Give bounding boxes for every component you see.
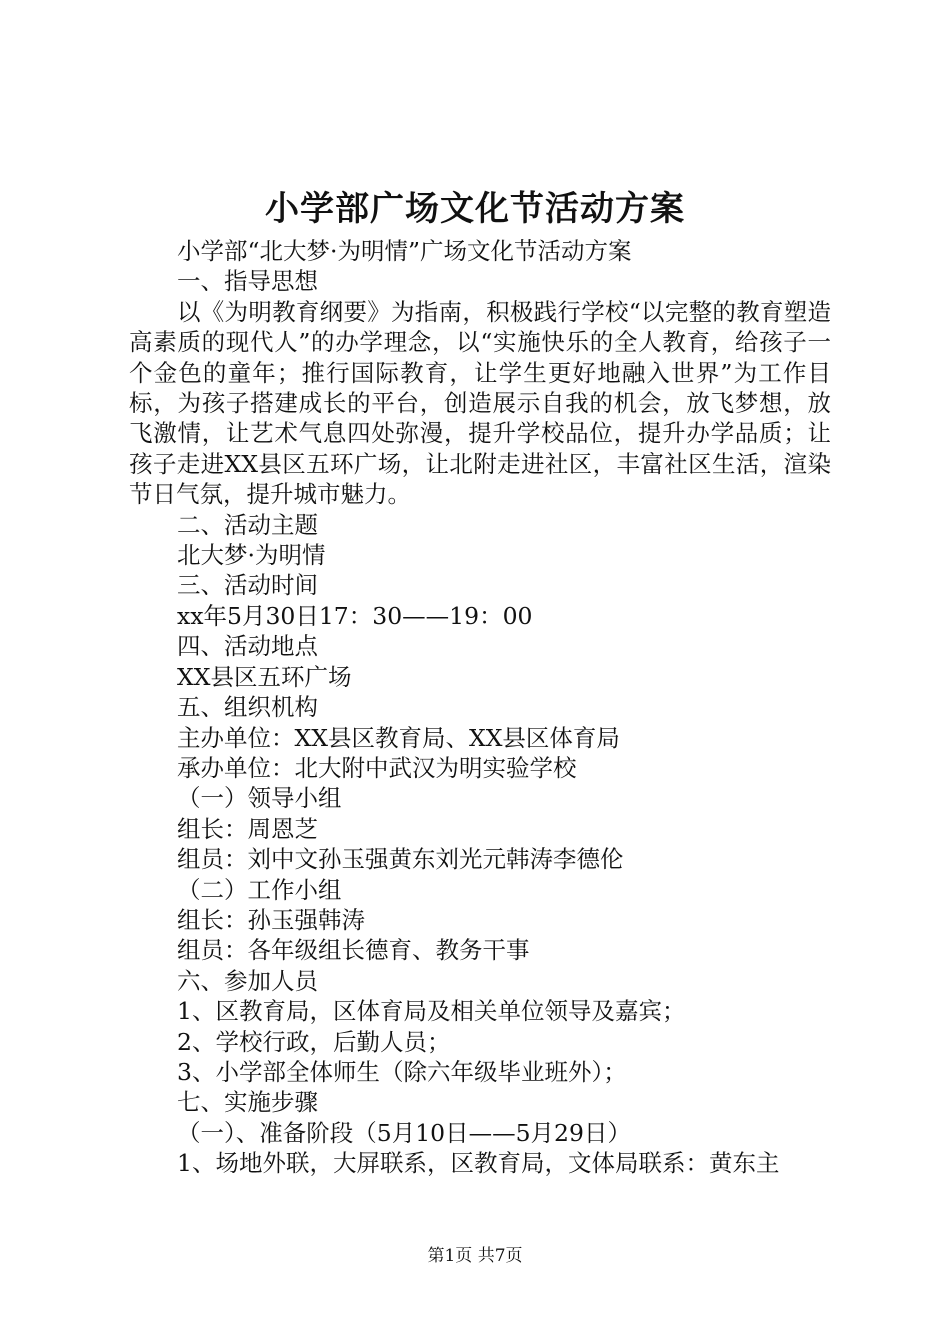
organizer-unit-text: 承办单位：北大附中武汉为明实验学校	[177, 753, 577, 782]
leadership-leader-text: 组长：周恩芝	[177, 814, 318, 843]
subtitle-line: 小学部“北大梦·为明情”广场文化节活动方案	[177, 237, 632, 265]
participant-item: 1、区教育局，区体育局及相关单位领导及嘉宾；	[177, 997, 686, 1026]
participant-item: 2、学校行政，后勤人员；	[177, 1027, 451, 1056]
work-group-leader-text: 组长：孙玉强韩涛	[177, 905, 365, 934]
section-heading-guiding-idea: 一、指导思想	[177, 267, 318, 296]
preparation-stage-heading: （一）、准备阶段（5月10日——5月29日）	[177, 1118, 631, 1147]
theme-text: 北大梦·为明情	[177, 541, 326, 570]
leadership-members-text: 组员：刘中文孙玉强黄东刘光元韩涛李德伦	[177, 845, 624, 874]
document-title: 小学部广场文化节活动方案	[265, 189, 685, 229]
document-body	[129, 236, 831, 1179]
work-group-heading: （二）工作小组	[177, 875, 342, 904]
page-indicator: 第1页 共7页	[427, 1246, 523, 1266]
section-heading-location: 四、活动地点	[177, 632, 318, 661]
section-heading-organization: 五、组织机构	[177, 693, 318, 722]
time-text: xx年5月30日17：30——19：00	[177, 601, 533, 630]
work-group-members-text: 组员：各年级组长德育、教务干事	[177, 936, 530, 965]
guiding-idea-paragraph: 以《为明教育纲要》为指南，积极践行学校“以完整的教育塑造高素质的现代人”的办学理念，以“实施快乐的全人教育，给孩子一个金色的童年；推行国际教育，让学生更好地融入世界”为工作目标，为孩子搭建成长的平台，创造展示自我的机会，放飞梦想，放飞激情，让艺术气息四处弥漫，提升学校品位，提升办学品质；让孩子走进XX县区五环广场，让北附走进社区，丰富社区生活，渲染节日气氛，提升城市魅力。	[129, 297, 831, 509]
section-heading-participants: 六、参加人员	[177, 966, 318, 995]
section-heading-steps: 七、实施步骤	[177, 1088, 318, 1117]
leadership-group-heading: （一）领导小组	[177, 784, 342, 813]
step-item: 1、场地外联，大屏联系，区教育局，文体局联系：黄东主	[177, 1149, 780, 1178]
location-text: XX县区五环广场	[177, 662, 352, 691]
section-heading-time: 三、活动时间	[177, 571, 318, 600]
participant-item: 3、小学部全体师生（除六年级毕业班外）；	[177, 1057, 627, 1086]
host-unit-text: 主办单位：XX县区教育局、XX县区体育局	[177, 723, 620, 752]
section-heading-theme: 二、活动主题	[177, 510, 318, 539]
